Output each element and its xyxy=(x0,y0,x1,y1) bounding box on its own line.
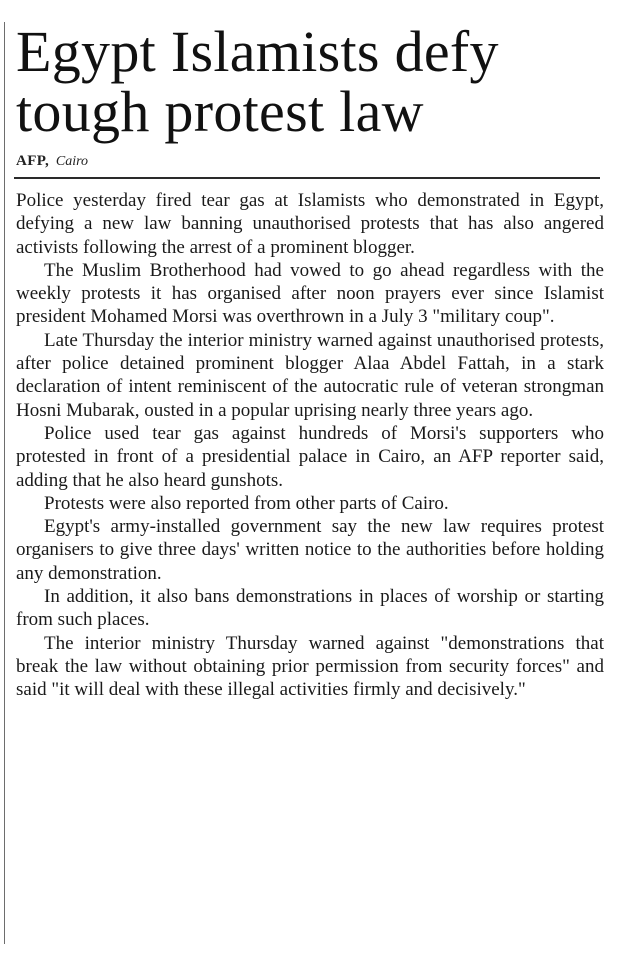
byline xyxy=(16,151,608,172)
byline-dateline: Cairo xyxy=(55,154,89,169)
paragraph-3: Late Thursday the interior ministry warned against unauthorised protests, after police detained prominent blogger Alaa Abdel Fattah, in a stark declaration of intent reminiscent of the autocratic rule of veteran strongman Hosni Mubarak, ousted in a popular uprising nearly three years ago. xyxy=(16,329,604,421)
paragraph-5: Protests were also reported from other parts of Cairo. xyxy=(44,492,449,514)
article-body xyxy=(16,189,604,702)
news-article xyxy=(16,19,608,702)
byline-divider xyxy=(14,177,600,179)
paragraph-4: Police used tear gas against hundreds of Morsi's supporters who protested in front of a presidential palace in Cairo, an AFP reporter said, adding that he also heard gunshots. xyxy=(16,422,604,491)
byline-agency: AFP, xyxy=(16,153,50,169)
paragraph-2: The Muslim Brotherhood had vowed to go ahead regardless with the weekly protests it has organised after noon prayers ever since Islamist president Mohamed Morsi was overthrown in a July 3 "military coup". xyxy=(16,259,604,328)
headline: Egypt Islamists defy tough protest law xyxy=(16,19,499,144)
paragraph-8: The interior ministry Thursday warned against "demonstrations that break the law without obtaining prior permission from security forces" and said "it will deal with these illegal activities firmly and decisively." xyxy=(16,632,604,701)
column-rule xyxy=(4,22,5,944)
paragraph-1: Police yesterday fired tear gas at Islamists who demonstrated in Egypt, defying a new law banning unauthorised protests that has also angered activists following the arrest of a prominent blogger. xyxy=(16,190,604,258)
paragraph-6: Egypt's army-installed government say the new law requires protest organisers to give three days' written notice to the authorities before holding any demonstration. xyxy=(16,516,604,584)
paragraph-7: In addition, it also bans demonstrations in places of worship or starting from such places. xyxy=(16,586,604,631)
